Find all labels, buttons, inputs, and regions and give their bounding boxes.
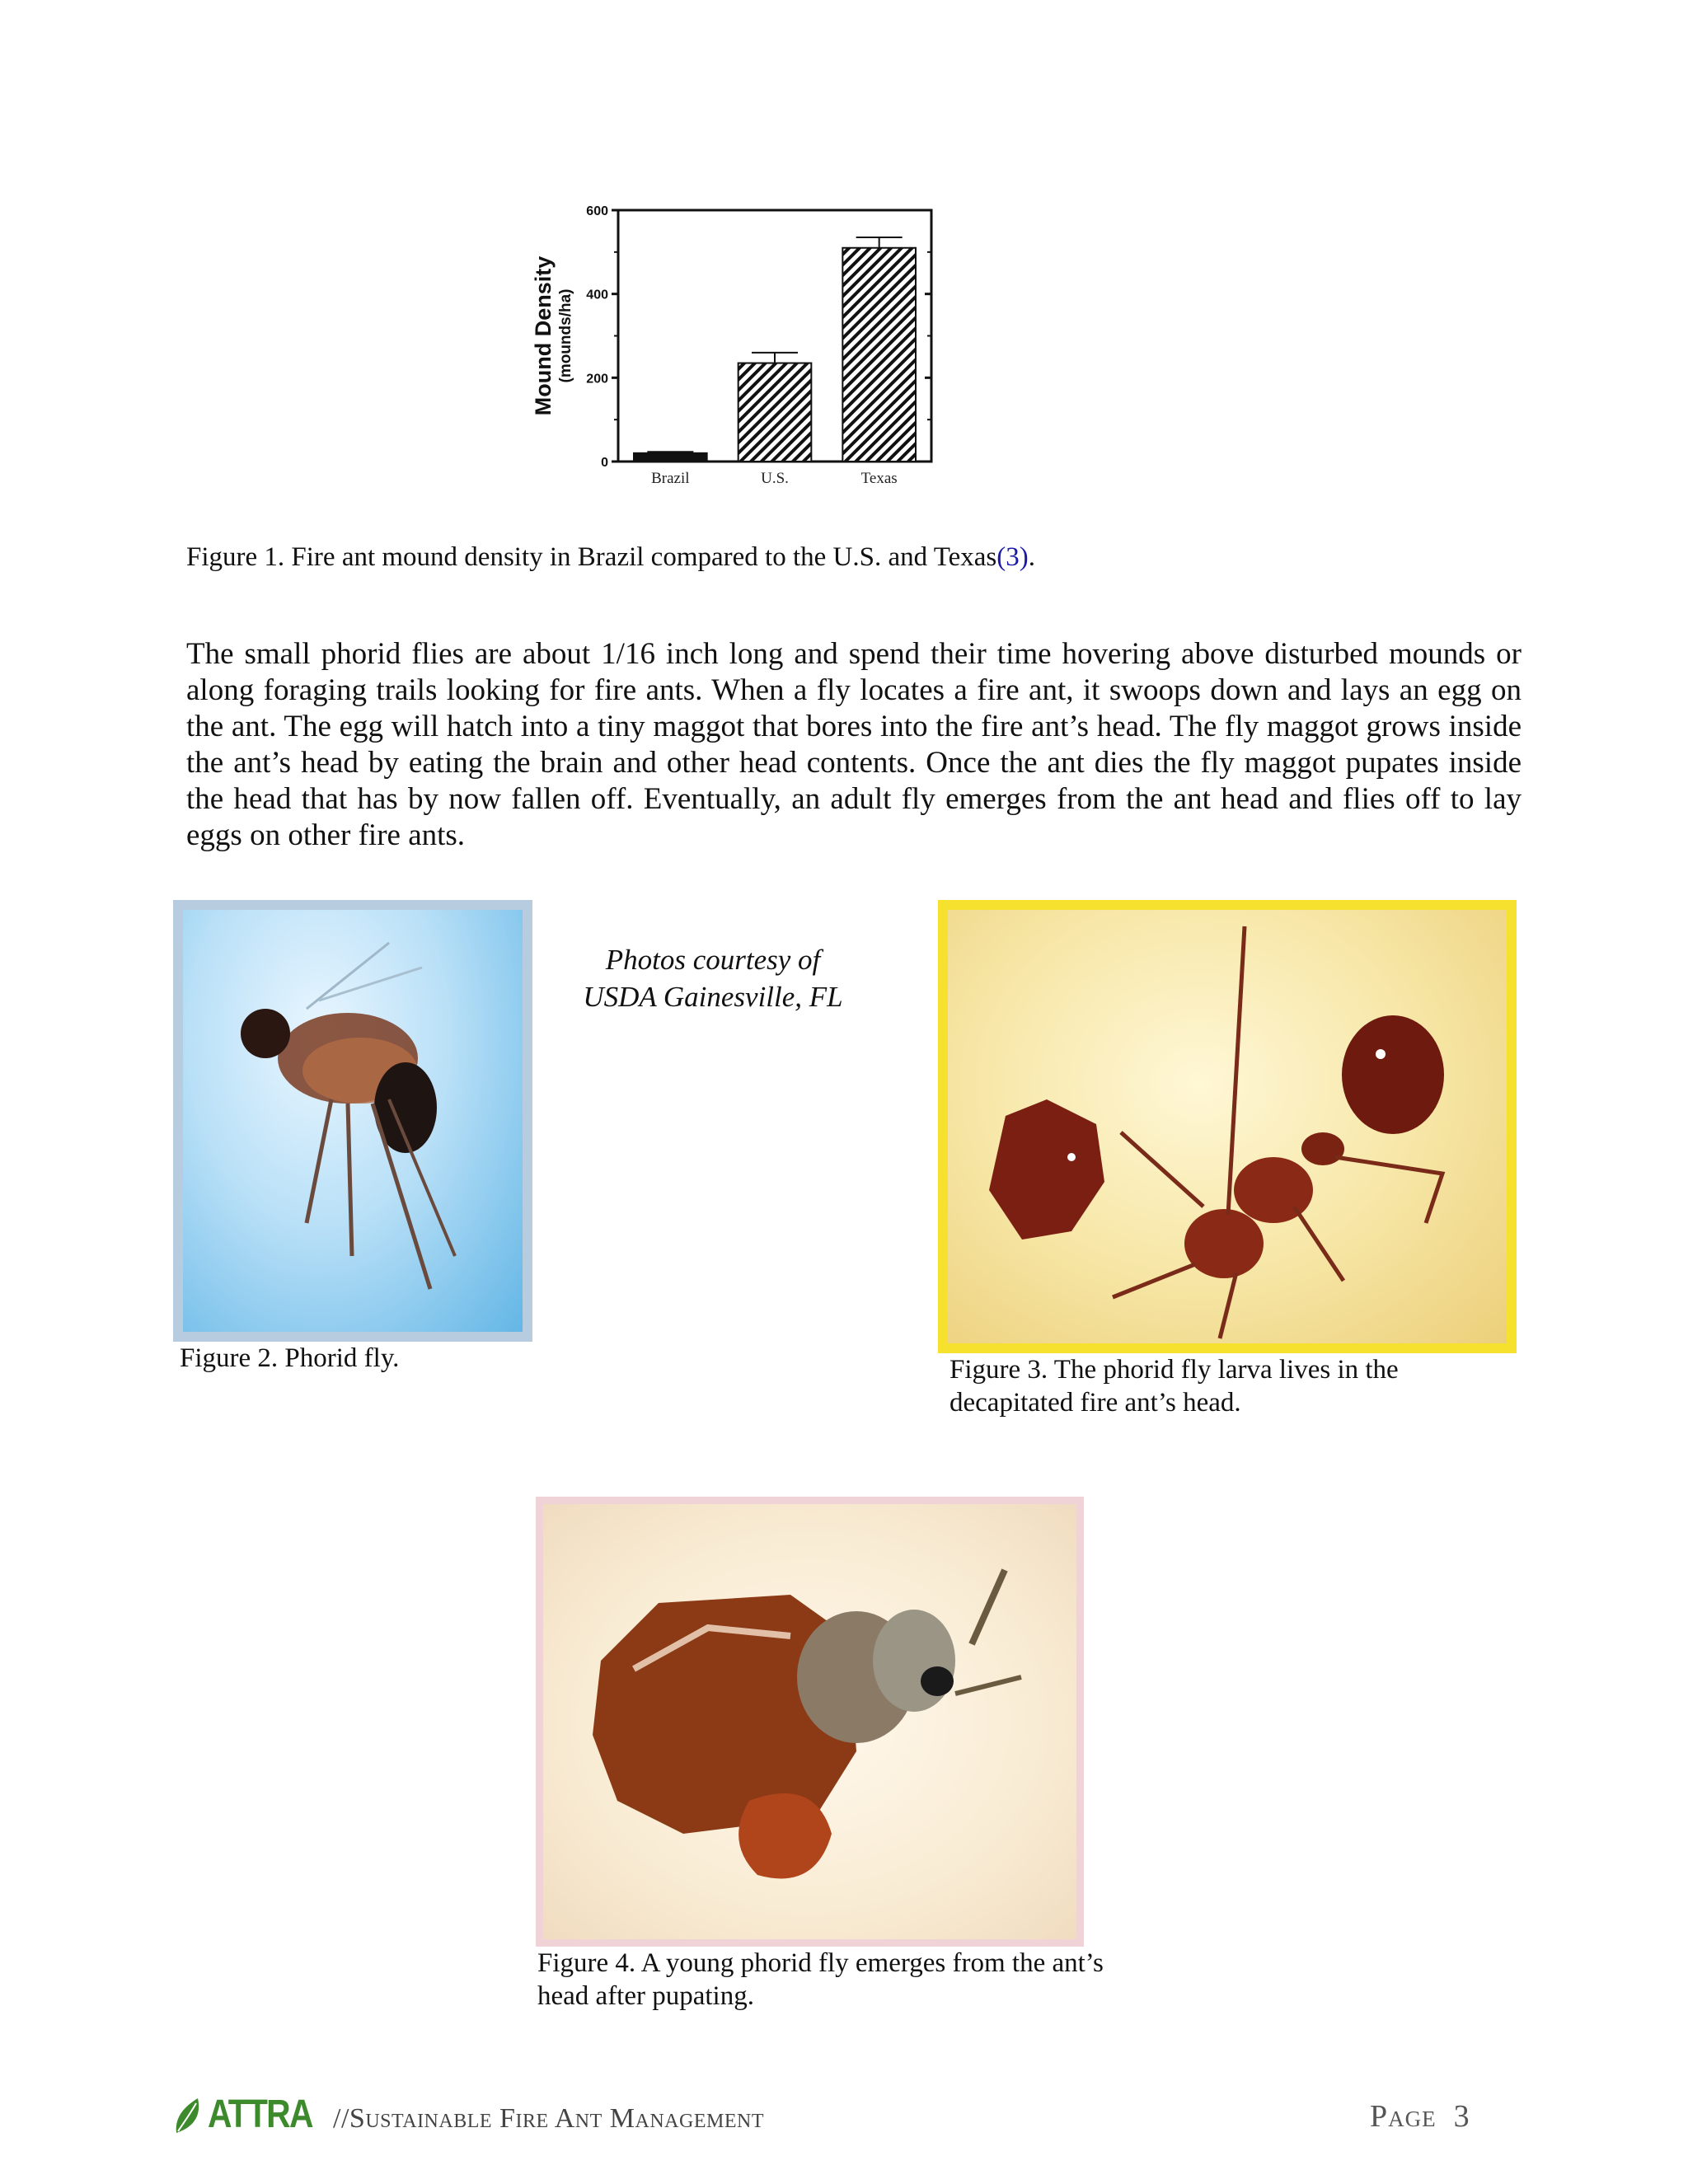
footer-separator: //	[333, 2103, 349, 2134]
x-tick-label: Texas	[860, 470, 898, 487]
figure-4-caption: Figure 4. A young phorid fly emerges from the ant’s head after pupating.	[537, 1948, 1104, 2011]
page-number	[1370, 2098, 1470, 2135]
y-tick-label: 200	[586, 372, 608, 387]
figure-1-caption-text: Figure 1. Fire ant mound density in Brazil compared to the U.S. and Texas	[186, 542, 997, 572]
publication-title	[333, 2103, 764, 2135]
decapitated-ant-photo	[938, 900, 1517, 1353]
fly-emerging-photo	[536, 1497, 1084, 1947]
bar-us	[738, 363, 812, 462]
figure-1-caption	[186, 541, 1035, 574]
citation-link[interactable]: (3)	[996, 542, 1029, 572]
y-tick-label: 400	[586, 288, 608, 302]
y-tick-label: 600	[586, 204, 608, 218]
attra-logo[interactable]	[173, 2093, 331, 2135]
phorid-fly-illustration	[183, 910, 523, 1332]
ant-illustration	[948, 910, 1507, 1343]
y-axis-units: (mounds/ha)	[557, 288, 574, 383]
y-tick-label: 0	[601, 456, 608, 470]
page-number-value: 3	[1453, 2099, 1470, 2134]
page-label: Page	[1370, 2099, 1437, 2134]
photo-credit-line-2: USDA Gainesville, FL	[583, 981, 843, 1013]
chart-canvas	[519, 198, 1055, 503]
figure-1-caption-end: .	[1028, 542, 1035, 572]
x-tick-label: Brazil	[651, 470, 690, 487]
footer-title-text: Sustainable Fire Ant Management	[349, 2103, 765, 2134]
body-paragraph: The small phorid flies are about 1/16 inch long and spend their time hovering above disturbed mounds or along foraging trails looking for fire ants. When a fly locates a fire ant, it swoops down and lays an egg on the ant. The egg will hatch into a tiny maggot that bores into the fire ant’s head. The fly maggot grows inside the ant’s head by eating the brain and other head contents. Once the ant dies the fly maggot pupates inside the head that has by now fallen off. Eventually, an adult fly emerges from the ant head and flies off to lay eggs on other fire ants.	[186, 637, 1522, 852]
bar-brazil	[634, 453, 707, 462]
figure-3-caption: Figure 3. The phorid fly larva lives in the decapitated fire ant’s head.	[950, 1355, 1399, 1418]
x-tick-label: U.S.	[761, 470, 789, 487]
mound-density-chart	[519, 198, 1055, 503]
brand-name: ATTRA	[208, 2093, 312, 2136]
leaf-icon	[173, 2097, 206, 2135]
emerging-fly-illustration	[543, 1504, 1076, 1939]
photo-credit	[569, 941, 857, 1015]
bar-texas	[842, 248, 916, 462]
photo-credit-line-1: Photos courtesy of	[605, 944, 821, 976]
y-axis-label: Mound Density	[531, 255, 556, 416]
phorid-fly-photo	[173, 900, 532, 1342]
figure-2-caption: Figure 2. Phorid fly.	[180, 1343, 400, 1373]
